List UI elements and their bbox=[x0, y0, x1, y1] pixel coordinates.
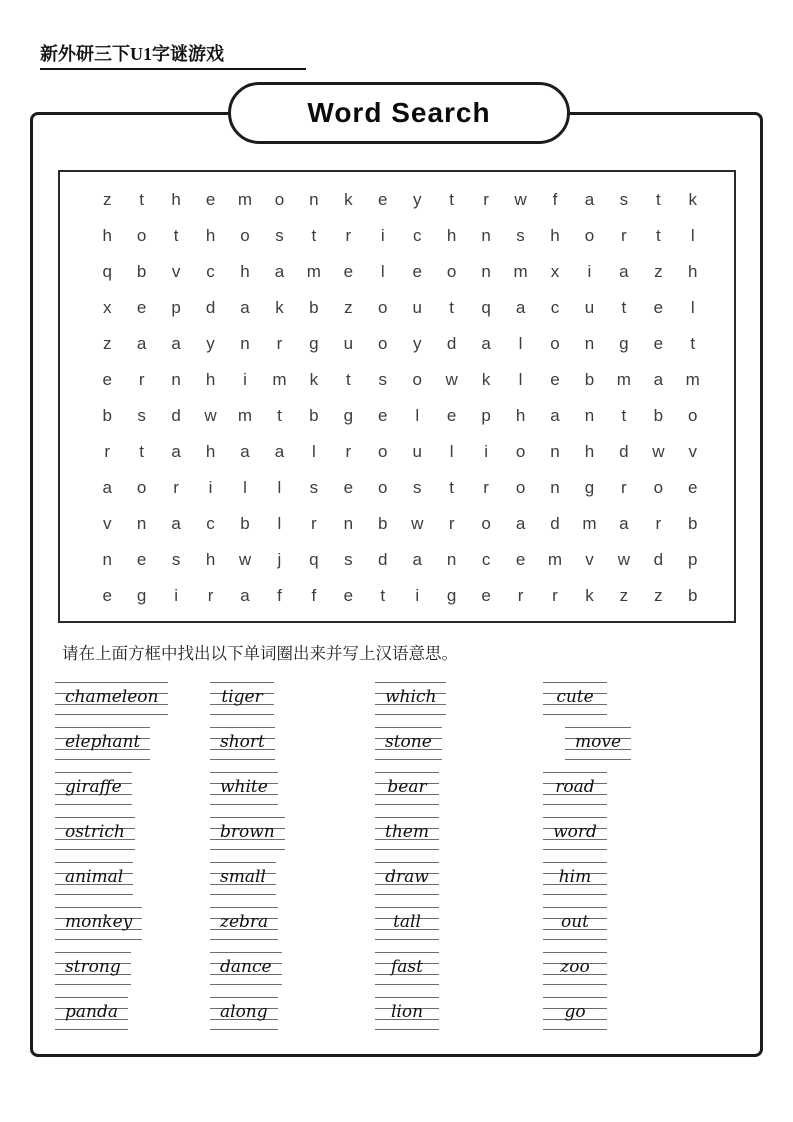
grid-letter: t bbox=[173, 226, 179, 246]
grid-letter: r bbox=[655, 513, 662, 533]
word-item bbox=[55, 997, 210, 1042]
grid-letter: i bbox=[415, 585, 420, 605]
grid-letter: k bbox=[275, 298, 284, 318]
grid-letter: z bbox=[654, 262, 663, 282]
grid-letter: l bbox=[311, 441, 316, 461]
grid-letter: n bbox=[171, 370, 181, 390]
grid-letter: f bbox=[277, 585, 282, 605]
word-handwriting: giraffe bbox=[55, 772, 132, 805]
grid-letter: a bbox=[171, 334, 181, 354]
grid-letter: s bbox=[137, 405, 146, 425]
word-item bbox=[210, 772, 375, 817]
grid-letter: o bbox=[653, 477, 664, 497]
grid-letter: k bbox=[585, 585, 594, 605]
word-item bbox=[543, 817, 755, 862]
word-handwriting: chameleon bbox=[55, 682, 168, 715]
grid-letter: e bbox=[688, 477, 698, 497]
word-item bbox=[375, 772, 543, 817]
word-handwriting: cute bbox=[543, 682, 607, 715]
grid-letter: z bbox=[654, 585, 663, 605]
grid-letter: b bbox=[136, 262, 147, 282]
grid-letter: o bbox=[240, 226, 250, 246]
grid-letter: a bbox=[653, 370, 664, 390]
grid-letter: a bbox=[619, 262, 629, 282]
grid-letter: o bbox=[481, 513, 491, 533]
word-item bbox=[55, 862, 210, 907]
grid-letter: n bbox=[136, 513, 147, 533]
grid-letter: r bbox=[104, 441, 111, 461]
grid-letter: l bbox=[518, 334, 523, 354]
grid-letter: l bbox=[243, 477, 247, 497]
grid-letter: b bbox=[102, 405, 112, 425]
grid-letter: t bbox=[655, 226, 661, 246]
grid-letter: b bbox=[584, 370, 595, 390]
grid-letter: s bbox=[412, 477, 422, 497]
grid-letter: d bbox=[205, 298, 216, 318]
grid-letter: e bbox=[102, 585, 112, 605]
grid-letter: s bbox=[619, 190, 629, 210]
grid-letter: v bbox=[585, 549, 594, 569]
doc-title-text: 新外研三下U1字谜游戏 bbox=[40, 40, 306, 70]
word-list bbox=[55, 682, 755, 1042]
word-handwriting: zoo bbox=[543, 952, 607, 985]
grid-letter: r bbox=[621, 226, 627, 246]
grid-letter: e bbox=[102, 370, 112, 390]
word-handwriting: strong bbox=[55, 952, 131, 985]
word-item bbox=[55, 727, 210, 772]
grid-letter: c bbox=[206, 513, 215, 533]
grid-letter: h bbox=[584, 441, 595, 461]
word-handwriting: ostrich bbox=[55, 817, 135, 850]
word-item bbox=[543, 772, 755, 817]
word-handwriting: them bbox=[375, 817, 439, 850]
grid-letter: a bbox=[584, 190, 595, 210]
grid-letter: i bbox=[208, 477, 213, 497]
word-handwriting: along bbox=[210, 997, 278, 1030]
grid-letter: m bbox=[616, 370, 631, 390]
grid-letter: e bbox=[412, 262, 422, 282]
grid-letter: m bbox=[582, 513, 597, 533]
word-item bbox=[55, 817, 210, 862]
word-handwriting: white bbox=[210, 772, 278, 805]
grid-letter: n bbox=[309, 190, 319, 210]
grid-letter: e bbox=[205, 190, 216, 210]
grid-letter: n bbox=[550, 477, 560, 497]
grid-letter: e bbox=[136, 298, 147, 318]
grid-letter: e bbox=[343, 585, 354, 605]
grid-letter: w bbox=[445, 370, 458, 390]
grid-letter: a bbox=[240, 298, 250, 318]
grid-letter: s bbox=[344, 549, 353, 569]
grid-letter: a bbox=[102, 477, 112, 497]
grid-letter: e bbox=[378, 190, 388, 210]
grid-letter: r bbox=[207, 585, 214, 605]
grid-letter: l bbox=[518, 370, 523, 390]
grid-letter: t bbox=[139, 441, 145, 461]
grid-letter: i bbox=[174, 585, 178, 605]
word-item bbox=[543, 862, 755, 907]
grid-letter: r bbox=[345, 441, 352, 461]
grid-letter: a bbox=[412, 549, 422, 569]
word-item bbox=[210, 682, 375, 727]
grid-letter: s bbox=[309, 477, 319, 497]
grid-letter: i bbox=[380, 226, 385, 246]
grid-letter: f bbox=[311, 585, 317, 605]
word-item bbox=[543, 997, 755, 1042]
word-handwriting: him bbox=[543, 862, 607, 895]
grid-letter: b bbox=[378, 513, 388, 533]
word-handwriting: out bbox=[543, 907, 607, 940]
grid-letter: l bbox=[277, 513, 282, 533]
grid-letter: e bbox=[481, 585, 491, 605]
grid-letter: c bbox=[550, 298, 560, 318]
grid-letter: h bbox=[515, 405, 526, 425]
grid-letter: t bbox=[621, 405, 627, 425]
grid-letter: w bbox=[617, 549, 631, 569]
grid-letter: b bbox=[688, 585, 698, 605]
grid-letter: r bbox=[173, 477, 179, 497]
instruction-text: 请在上面方框中找出以下单词圈出来并写上汉语意思。 bbox=[62, 644, 458, 663]
grid-letter: p bbox=[171, 298, 181, 318]
grid-letter: o bbox=[378, 477, 388, 497]
word-item bbox=[210, 952, 375, 997]
word-handwriting: which bbox=[375, 682, 446, 715]
grid-letter: w bbox=[204, 405, 217, 425]
word-item bbox=[55, 907, 210, 952]
word-item bbox=[375, 682, 543, 727]
word-handwriting: fast bbox=[375, 952, 439, 985]
word-handwriting: move bbox=[565, 727, 631, 760]
grid-letter: z bbox=[102, 190, 112, 210]
grid-letter: n bbox=[550, 441, 560, 461]
word-item bbox=[55, 772, 210, 817]
grid-letter: a bbox=[550, 405, 560, 425]
grid-letter: e bbox=[515, 549, 526, 569]
grid-letter: b bbox=[309, 405, 319, 425]
grid-letter: o bbox=[274, 190, 285, 210]
grid-letter: u bbox=[343, 334, 354, 354]
grid-letter: r bbox=[448, 513, 455, 533]
grid-letter: t bbox=[621, 298, 627, 318]
word-handwriting: draw bbox=[375, 862, 439, 895]
grid-letter: z bbox=[619, 585, 629, 605]
grid-letter: z bbox=[102, 334, 112, 354]
grid-letter: o bbox=[378, 334, 388, 354]
grid-letter: e bbox=[653, 334, 664, 354]
grid-letter: t bbox=[449, 477, 455, 497]
grid-letter: q bbox=[481, 298, 491, 318]
grid-letter: h bbox=[205, 441, 216, 461]
grid-letter: e bbox=[653, 298, 664, 318]
word-item bbox=[543, 952, 755, 997]
grid-letter: x bbox=[550, 262, 560, 282]
grid-letter: a bbox=[171, 441, 181, 461]
word-handwriting: small bbox=[210, 862, 276, 895]
grid-letter: h bbox=[550, 226, 560, 246]
banner-title: Word Search bbox=[307, 97, 491, 128]
grid-letter: r bbox=[311, 513, 317, 533]
grid-letter: l bbox=[449, 441, 454, 461]
word-item bbox=[55, 952, 210, 997]
grid-letter: t bbox=[345, 370, 351, 390]
grid-letter: n bbox=[584, 334, 595, 354]
grid-letter: q bbox=[102, 262, 112, 282]
grid-letter: b bbox=[240, 513, 250, 533]
word-item bbox=[210, 997, 375, 1042]
grid-letter: r bbox=[552, 585, 558, 605]
grid-letter: t bbox=[449, 298, 455, 318]
word-item bbox=[210, 817, 375, 862]
word-handwriting: stone bbox=[375, 727, 442, 760]
word-handwriting: zebra bbox=[210, 907, 278, 940]
grid-letter: c bbox=[481, 549, 491, 569]
grid-letter: w bbox=[411, 513, 424, 533]
grid-letter: o bbox=[688, 405, 698, 425]
grid-letter: o bbox=[412, 370, 422, 390]
grid-letter: k bbox=[309, 370, 319, 390]
grid-letter: n bbox=[481, 226, 491, 246]
word-item bbox=[375, 727, 543, 772]
grid-letter: d bbox=[619, 441, 629, 461]
word-item bbox=[210, 862, 375, 907]
grid-letter: f bbox=[552, 190, 558, 210]
grid-letter: i bbox=[587, 262, 592, 282]
grid-letter: m bbox=[547, 549, 563, 569]
grid-letter: s bbox=[171, 549, 181, 569]
grid-letter: h bbox=[205, 549, 216, 569]
word-item bbox=[55, 682, 210, 727]
grid-letter: y bbox=[206, 334, 215, 354]
grid-letter: d bbox=[378, 549, 388, 569]
grid-letter: e bbox=[136, 549, 147, 569]
word-handwriting: word bbox=[543, 817, 607, 850]
grid-letter: b bbox=[653, 405, 664, 425]
grid-letter: h bbox=[205, 370, 216, 390]
grid-letter: w bbox=[514, 190, 527, 210]
grid-letter: o bbox=[584, 226, 595, 246]
grid-letter: m bbox=[272, 370, 287, 390]
word-handwriting: go bbox=[543, 997, 607, 1030]
grid-letter: k bbox=[688, 190, 698, 210]
grid-letter: a bbox=[619, 513, 629, 533]
word-item bbox=[375, 862, 543, 907]
grid-letter: s bbox=[378, 370, 388, 390]
word-item bbox=[543, 682, 755, 727]
grid-letter: e bbox=[378, 405, 388, 425]
grid-letter: m bbox=[513, 262, 528, 282]
grid-letter: g bbox=[584, 477, 595, 497]
grid-letter: a bbox=[136, 334, 147, 354]
grid-letter: a bbox=[240, 441, 250, 461]
grid-letter: g bbox=[136, 585, 147, 605]
grid-letter: h bbox=[102, 226, 112, 246]
grid-letter: o bbox=[550, 334, 560, 354]
word-handwriting: monkey bbox=[55, 907, 142, 940]
grid-letter: s bbox=[516, 226, 525, 246]
grid-letter: b bbox=[688, 513, 698, 533]
grid-letter: o bbox=[378, 441, 388, 461]
grid-letter: h bbox=[688, 262, 698, 282]
grid-letter: p bbox=[481, 405, 491, 425]
grid-letter: w bbox=[238, 549, 252, 569]
grid-letter: e bbox=[446, 405, 457, 425]
grid-letter: a bbox=[274, 262, 285, 282]
grid-letter: v bbox=[171, 262, 181, 282]
grid-letter: r bbox=[138, 370, 145, 390]
word-handwriting: dance bbox=[210, 952, 282, 985]
word-handwriting: animal bbox=[55, 862, 133, 895]
grid-letter: n bbox=[481, 262, 491, 282]
word-handwriting: road bbox=[543, 772, 607, 805]
grid-letter: u bbox=[584, 298, 595, 318]
grid-letter: n bbox=[584, 405, 595, 425]
grid-letter: t bbox=[449, 190, 455, 210]
grid-letter: r bbox=[621, 477, 627, 497]
grid-letter: o bbox=[378, 298, 388, 318]
grid-letter: l bbox=[690, 298, 695, 318]
grid-letter: n bbox=[240, 334, 250, 354]
grid-letter: l bbox=[380, 262, 385, 282]
grid-letter: t bbox=[655, 190, 661, 210]
grid-letter: o bbox=[136, 477, 147, 497]
grid-letter: e bbox=[550, 370, 560, 390]
word-item bbox=[543, 907, 755, 952]
grid-letter: v bbox=[102, 513, 112, 533]
grid-letter: d bbox=[171, 405, 181, 425]
grid-letter: a bbox=[171, 513, 181, 533]
grid-letter: d bbox=[446, 334, 457, 354]
word-handwriting: brown bbox=[210, 817, 285, 850]
grid-letter: l bbox=[415, 405, 420, 425]
grid-letter: o bbox=[136, 226, 147, 246]
grid-letter: r bbox=[483, 190, 489, 210]
grid-letter: q bbox=[309, 549, 319, 569]
grid-letter: t bbox=[380, 585, 386, 605]
grid-letter: z bbox=[344, 298, 353, 318]
grid-letter: d bbox=[653, 549, 664, 569]
grid-letter: g bbox=[446, 585, 457, 605]
grid-letter: k bbox=[481, 370, 491, 390]
grid-letter: n bbox=[343, 513, 354, 533]
grid-letter: n bbox=[102, 549, 112, 569]
grid-letter: k bbox=[344, 190, 353, 210]
grid-letter: r bbox=[517, 585, 524, 605]
grid-letter: g bbox=[343, 405, 354, 425]
grid-letter: i bbox=[243, 370, 247, 390]
grid-letter: m bbox=[685, 370, 700, 390]
grid-letter: t bbox=[690, 334, 696, 354]
word-handwriting: tall bbox=[375, 907, 439, 940]
word-item bbox=[375, 997, 543, 1042]
word-handwriting: short bbox=[210, 727, 275, 760]
grid-letter: a bbox=[240, 585, 250, 605]
word-handwriting: panda bbox=[55, 997, 128, 1030]
grid-letter: e bbox=[343, 262, 354, 282]
grid-letter: a bbox=[274, 441, 285, 461]
grid-letter: s bbox=[275, 226, 284, 246]
grid-letter: y bbox=[412, 190, 422, 210]
grid-letter: d bbox=[550, 513, 560, 533]
word-item bbox=[375, 952, 543, 997]
grid-letter: r bbox=[483, 477, 489, 497]
grid-letter: u bbox=[412, 441, 422, 461]
grid-letter: b bbox=[309, 298, 319, 318]
doc-title bbox=[40, 40, 306, 70]
word-handwriting: elephant bbox=[55, 727, 150, 760]
word-item bbox=[375, 817, 543, 862]
grid-letter: r bbox=[276, 334, 283, 354]
grid-letter: h bbox=[171, 190, 181, 210]
grid-letter: c bbox=[206, 262, 215, 282]
grid-letter: o bbox=[515, 441, 526, 461]
word-handwriting: lion bbox=[375, 997, 439, 1030]
grid-letter: j bbox=[277, 549, 282, 569]
grid-letter: a bbox=[481, 334, 491, 354]
grid-letter: p bbox=[688, 549, 698, 569]
grid-letter: x bbox=[102, 298, 112, 318]
grid-letter: m bbox=[306, 262, 321, 282]
grid-letter: o bbox=[446, 262, 457, 282]
word-item bbox=[210, 907, 375, 952]
grid-letter: m bbox=[237, 190, 253, 210]
word-item bbox=[375, 907, 543, 952]
grid-letter: w bbox=[652, 441, 665, 461]
word-search-banner bbox=[228, 82, 570, 144]
grid-letter: t bbox=[277, 405, 282, 425]
grid-letter: y bbox=[412, 334, 422, 354]
grid-letter: e bbox=[343, 477, 354, 497]
grid-letter: h bbox=[240, 262, 250, 282]
grid-letter: n bbox=[446, 549, 457, 569]
letter-grid bbox=[58, 170, 736, 623]
grid-letter: a bbox=[515, 298, 526, 318]
word-item bbox=[543, 727, 755, 772]
grid-letter: m bbox=[237, 405, 253, 425]
grid-letter: u bbox=[412, 298, 422, 318]
grid-letter: t bbox=[139, 190, 145, 210]
grid-letter: r bbox=[345, 226, 352, 246]
word-item bbox=[210, 727, 375, 772]
grid-letter: v bbox=[688, 441, 698, 461]
grid-letter: l bbox=[277, 477, 282, 497]
grid-letter: c bbox=[412, 226, 422, 246]
grid-letter: i bbox=[484, 441, 488, 461]
grid-letter: o bbox=[515, 477, 526, 497]
grid-letter: g bbox=[309, 334, 319, 354]
grid-letter: g bbox=[619, 334, 629, 354]
grid-letter: h bbox=[446, 226, 457, 246]
word-handwriting: bear bbox=[375, 772, 439, 805]
grid-letter: t bbox=[311, 226, 317, 246]
grid-letter: h bbox=[205, 226, 216, 246]
word-handwriting: tiger bbox=[210, 682, 274, 715]
grid-letter: a bbox=[515, 513, 526, 533]
grid-letter: l bbox=[690, 226, 695, 246]
